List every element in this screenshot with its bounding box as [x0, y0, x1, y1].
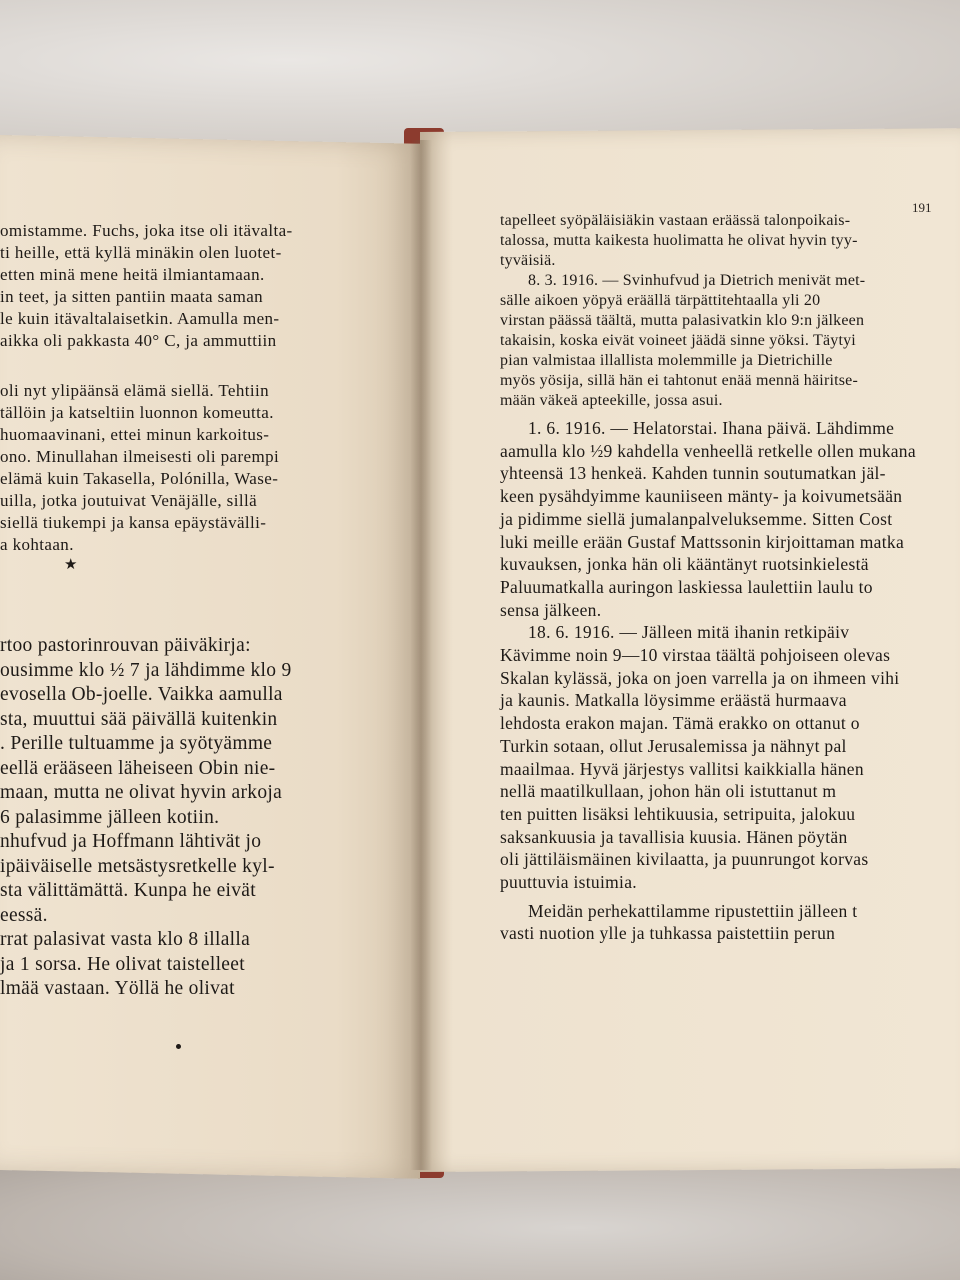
right-block-2: [500, 417, 960, 945]
text-line: ja 1 sorsa. He olivat taistelleet: [0, 953, 245, 975]
text-line: myös yösija, sillä hän ei tahtonut enää mennä häiritse-: [500, 372, 859, 389]
text-line: 18. 6. 1916. — Jälleen mitä ihanin retkipäiv: [528, 622, 850, 643]
text-line: . Perille tultuamme ja syötyämme: [0, 733, 273, 754]
text-line: etten minä mene heitä ilmiantamaan.: [0, 265, 265, 284]
text-line: pian valmistaa illallista molemmille ja Dietrichille: [500, 352, 833, 369]
text-line: luki meille erään Gustaf Mattssonin kirjoittaman matka: [500, 531, 905, 552]
text-line: evosella Ob-joelle. Vaikka aamulla: [0, 684, 283, 705]
text-line: sta välittämättä. Kunpa he eivät: [0, 880, 256, 901]
text-line: ja kaunis. Matkalla löysimme eräästä hurmaava: [500, 690, 847, 711]
text-line: nellä maatilkullaan, johon hän oli istuttanut m: [500, 781, 837, 802]
text-line: eessä.: [0, 904, 48, 926]
text-line: Skalan kylässä, joka on joen varrella ja on ihmeen vihi: [500, 667, 900, 688]
text-line: aikka oli pakkasta 40° C, ja ammuttiin: [0, 331, 277, 350]
left-block-3: [0, 634, 410, 1002]
text-line: 1. 6. 1916. — Helatorstai. Ihana päivä. Lähdimme: [528, 418, 895, 438]
text-line: ti heille, että kyllä minäkin olen luotet-: [0, 243, 282, 262]
text-line: ten puitten lisäksi lehtikuusia, setripuita, jalokuu: [500, 803, 856, 824]
text-line: sensa jälkeen.: [500, 599, 602, 620]
text-line: kuvauksen, jonka hän oli kääntänyt ruotsinkielestä: [500, 554, 869, 575]
left-page-text: [0, 220, 410, 1002]
text-line: saksankuusia ja tavallisia kuusia. Hänen pöytän: [500, 826, 848, 847]
text-line: omistamme. Fuchs, joka itse oli itävalta-: [0, 221, 293, 240]
text-line: Meidän perhekattilamme ripustettiin jälleen t: [528, 900, 858, 921]
text-line: Turkin sotaan, ollut Jerusalemissa ja nähnyt pal: [500, 735, 847, 756]
text-line: oli jättiläismäinen kivilaatta, ja puunrungot korvas: [500, 849, 869, 870]
text-line: keen pysähdyimme kauniiseen mänty- ja koivumetsään: [500, 486, 903, 507]
page-dot-mark: [176, 1044, 181, 1049]
section-star: ★: [64, 557, 78, 573]
text-line: huomaavinani, ettei minun karkoitus-: [0, 425, 270, 444]
text-line: sälle aikoen yöpyä eräällä tärpättitehtaalla yli 20: [500, 292, 821, 309]
text-line: tapelleet syöpäläisiäkin vastaan eräässä talonpoikais-: [500, 212, 851, 229]
text-line: maailmaa. Hyvä järjestys vallitsi kaikkialla hänen: [500, 758, 864, 779]
text-line: siellä tiukempi ja kansa epäystävälli-: [0, 513, 267, 532]
text-line: lmää vastaan. Yöllä he olivat: [0, 978, 235, 999]
text-line: lehdosta erakon majan. Tämä erakko on ottanut o: [500, 713, 860, 734]
text-line: a kohtaan.: [0, 535, 74, 554]
right-page-text: [500, 195, 960, 945]
text-line: rrat palasivat vasta klo 8 illalla: [0, 929, 251, 950]
text-line: elämä kuin Takasella, Polónilla, Wase-: [0, 469, 279, 488]
text-line: Kävimme noin 9—10 virstaa täältä pohjoiseen olevas: [500, 645, 891, 666]
text-line: yhteensä 13 henkeä. Kahden tunnin soutumatkan jäl-: [500, 463, 886, 484]
cloth-background-top: [0, 0, 960, 150]
left-block-1: [0, 220, 410, 352]
book-gutter: [410, 140, 432, 1170]
text-line: le kuin itävaltalaisetkin. Aamulla men-: [0, 309, 280, 328]
text-line: Paluumatkalla auringon laskiessa laulettiin laulu to: [500, 576, 873, 597]
text-line: talossa, mutta kaikesta huolimatta he olivat hyvin tyy-: [500, 232, 858, 249]
text-line: in teet, ja sitten pantiin maata saman: [0, 287, 264, 306]
right-block-1: [500, 211, 960, 411]
text-line: ipäiväiselle metsästysretkelle kyl-: [0, 855, 275, 877]
text-line: puuttuvia istuimia.: [500, 872, 637, 893]
text-line: tyväisiä.: [500, 252, 556, 269]
text-line: ja pidimme siellä jumalanpalveluksemme. Sitten Cost: [500, 508, 893, 529]
text-line: vasti nuotion ylle ja tuhkassa paistettiin perun: [500, 923, 836, 944]
text-line: virstan päässä täältä, mutta palasivatkin klo 9:n jälkeen: [500, 312, 865, 329]
text-line: aamulla klo ½9 kahdella venheellä retkelle ollen mukana: [500, 440, 916, 461]
text-line: ono. Minullahan ilmeisesti oli parempi: [0, 447, 280, 466]
text-line: 8. 3. 1916. — Svinhufvud ja Dietrich menivät met-: [528, 272, 866, 289]
page-number: 191: [912, 200, 932, 215]
text-line: uilla, jotka joutuivat Venäjälle, sillä: [0, 491, 258, 510]
text-line: takaisin, koska eivät voineet jäädä sinne yöksi. Täytyi: [500, 332, 856, 349]
text-line: nhufvud ja Hoffmann lähtivät jo: [0, 831, 262, 852]
text-line: tällöin ja katseltiin luonnon komeutta.: [0, 403, 274, 422]
text-line: mään väkeä apteekille, jossa asui.: [500, 392, 723, 409]
text-line: eellä erääseen läheiseen Obin nie-: [0, 757, 276, 779]
text-line: rtoo pastorinrouvan päiväkirja:: [0, 635, 251, 656]
text-line: oli nyt ylipäänsä elämä siellä. Tehtiin: [0, 381, 270, 400]
text-line: sta, muuttui sää päivällä kuitenkin: [0, 708, 278, 730]
text-line: ousimme klo ½ 7 ja lähdimme klo 9: [0, 659, 292, 681]
text-line: 6 palasimme jälleen kotiin.: [0, 806, 220, 828]
left-block-2: [0, 380, 410, 556]
text-line: maan, mutta ne olivat hyvin arkoja: [0, 782, 283, 803]
